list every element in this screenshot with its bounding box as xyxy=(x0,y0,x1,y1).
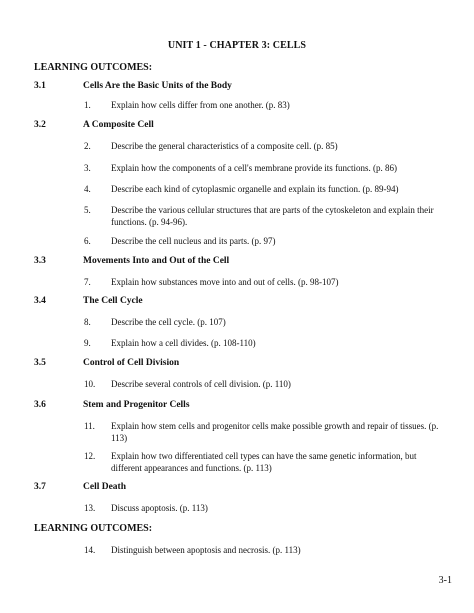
section-number: 3.3 xyxy=(34,256,46,266)
section-number: 3.6 xyxy=(34,400,46,410)
section-title: Control of Cell Division xyxy=(83,358,180,368)
outcome-text: Explain how stem cells and progenitor cells make possible growth and repair of tissues. (p. 113) xyxy=(111,421,439,443)
outcome-number: 1. xyxy=(84,100,91,110)
outcome-text: Describe the cell cycle. (p. 107) xyxy=(111,317,226,327)
section-title: Stem and Progenitor Cells xyxy=(83,400,190,410)
outcome-number: 5. xyxy=(84,205,91,215)
outcome-number: 4. xyxy=(84,184,91,194)
section-number: 3.2 xyxy=(34,120,46,130)
outcome-text: Describe the various cellular structures that are parts of the cytoskeleton and explain their functions. (p. 94-96). xyxy=(111,205,434,227)
outcome-number: 6. xyxy=(84,236,91,246)
outcome-number: 9. xyxy=(84,338,91,348)
outcome-number: 12. xyxy=(84,451,96,461)
section-number: 3.5 xyxy=(34,358,46,368)
outcome-text: Describe the cell nucleus and its parts. (p. 97) xyxy=(111,236,276,246)
page-title: UNIT 1 - CHAPTER 3: CELLS xyxy=(167,40,307,51)
section-title: A Composite Cell xyxy=(83,120,154,130)
outcome-number: 10. xyxy=(84,379,96,389)
outcome-text: Explain how a cell divides. (p. 108-110) xyxy=(111,338,256,348)
page-number: 3-1 xyxy=(438,575,452,586)
outcome-number: 7. xyxy=(84,277,91,287)
section-number: 3.4 xyxy=(34,296,46,306)
outcome-text: Explain how substances move into and out of cells. (p. 98-107) xyxy=(111,277,339,287)
section-title: The Cell Cycle xyxy=(83,296,143,306)
outcome-text: Distinguish between apoptosis and necrosis. (p. 113) xyxy=(111,545,301,555)
outcome-number: 13. xyxy=(84,503,96,513)
learning-outcomes-heading: LEARNING OUTCOMES: xyxy=(34,523,153,534)
outcome-text: Describe each kind of cytoplasmic organelle and explain its function. (p. 89-94) xyxy=(111,184,399,194)
outcome-text: Explain how cells differ from one another. (p. 83) xyxy=(111,100,290,110)
outcome-number: 8. xyxy=(84,317,91,327)
learning-outcomes-heading: LEARNING OUTCOMES: xyxy=(34,62,153,73)
outcome-text: Explain how the components of a cell's membrane provide its functions. (p. 86) xyxy=(111,163,398,173)
outcome-text: Describe several controls of cell division. (p. 110) xyxy=(111,379,291,389)
section-number: 3.7 xyxy=(34,482,46,492)
outcome-text: Describe the general characteristics of a composite cell. (p. 85) xyxy=(111,141,338,151)
outcome-number: 3. xyxy=(84,163,91,173)
outcome-number: 14. xyxy=(84,545,96,555)
section-number: 3.1 xyxy=(34,81,46,91)
outcome-number: 11. xyxy=(84,421,95,431)
section-title: Movements Into and Out of the Cell xyxy=(83,256,230,266)
section-title: Cell Death xyxy=(83,482,127,492)
outcome-text: Discuss apoptosis. (p. 113) xyxy=(111,503,208,513)
section-title: Cells Are the Basic Units of the Body xyxy=(83,81,232,91)
outcome-number: 2. xyxy=(84,141,91,151)
outcome-text: Explain how two differentiated cell types can have the same genetic information, but different appearances and functions. (p. 113) xyxy=(111,451,417,473)
